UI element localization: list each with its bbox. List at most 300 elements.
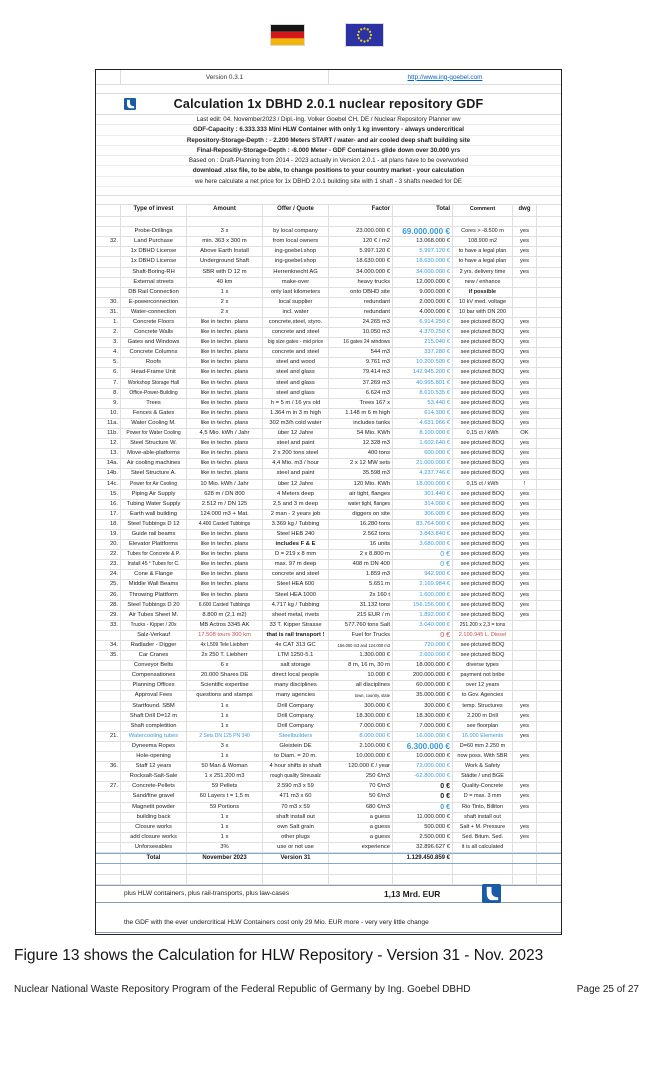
cell-n: 11a.	[96, 419, 121, 428]
cell-n: 7.	[96, 379, 121, 388]
cell-x	[537, 661, 561, 670]
sheet-subtitle-line: Based on : Draft-Planning from 2014 - 2023 actually in Version 2.0.1 - all plans have to be overworked	[96, 156, 561, 166]
cell-t: Startfound. SBM	[121, 702, 187, 711]
cell-tl: 12.000.000 €	[393, 278, 453, 287]
cell-tl	[393, 217, 453, 226]
table-row	[96, 833, 561, 843]
cell-tl: 4.631.966 €	[393, 419, 453, 428]
cell-tl: 13.068.000 €	[393, 237, 453, 246]
cell-tl: 614.300 €	[393, 409, 453, 418]
cell-d: yes	[513, 712, 537, 721]
table-row	[96, 631, 561, 641]
cell-c: see pictured BOQ	[453, 318, 513, 327]
cell-x	[537, 237, 561, 246]
cell-t: DB Rail Connection	[121, 288, 187, 297]
cell-t: Elevator Plattforms	[121, 540, 187, 549]
cell-tl: 11.000.000 €	[393, 813, 453, 822]
page-footer	[14, 984, 639, 995]
cell-c: new / enhance	[453, 278, 513, 287]
cell-c: Salt + M. Pressure	[453, 823, 513, 832]
cell-x	[537, 520, 561, 529]
cell-tl: 500.000 €	[393, 823, 453, 832]
cell-d: yes	[513, 459, 537, 468]
cell-c: D=60 mm 2.250 m	[453, 742, 513, 751]
cell-f: 10.000 €	[329, 671, 393, 680]
cell-a: min. 363 x 300 m	[187, 237, 263, 246]
cell-o: steel and paint	[263, 469, 329, 478]
cell-x	[537, 318, 561, 327]
table-row	[96, 853, 561, 865]
table-row	[96, 429, 561, 439]
cell-f: 408 m DN 400	[329, 560, 393, 569]
cell-o: 1.364 m in 3 m high	[263, 409, 329, 418]
cell-n: 14c.	[96, 480, 121, 489]
cell-x	[537, 419, 561, 428]
cell-d: yes	[513, 318, 537, 327]
cell-o: Herrenknecht AG	[263, 268, 329, 277]
table-row	[96, 792, 561, 802]
cell-n	[96, 833, 121, 842]
table-row	[96, 338, 561, 348]
cell-n: 12.	[96, 439, 121, 448]
cell-f	[329, 854, 393, 864]
cell-o: ing-goebel.shop	[263, 247, 329, 256]
cell-n: 34.	[96, 641, 121, 650]
cell-tl: 83.764.000 €	[393, 520, 453, 529]
cell-d	[513, 631, 537, 640]
cell-tl: 18.630.000 €	[393, 257, 453, 266]
table-row	[96, 712, 561, 722]
dbhd-logo-icon	[124, 98, 136, 110]
cell-t: Sand/fine gravel	[121, 792, 187, 801]
cell-tl: 942.900 €	[393, 570, 453, 579]
cell-c: Sed. Bitum. Sed.	[453, 833, 513, 842]
cell-tl: 40.995.801 €	[393, 379, 453, 388]
cell-o: h = 5 m / 16 yrs old	[263, 399, 329, 408]
cell-f	[329, 875, 393, 884]
cell-c: see pictured BOQ	[453, 439, 513, 448]
cell-d: yes	[513, 611, 537, 620]
cell-c: it is all calculated	[453, 843, 513, 852]
figure-frame	[95, 69, 562, 935]
cell-d	[513, 772, 537, 781]
cell-o: steel and wood	[263, 358, 329, 367]
cell-d: yes	[513, 409, 537, 418]
table-row	[96, 439, 561, 449]
cell-tl: 18.000.000 €	[393, 480, 453, 489]
cell-c: payment not bribe	[453, 671, 513, 680]
cell-tl: 0 €	[393, 560, 453, 569]
corner-cell	[96, 70, 121, 84]
cell-o: make-over	[263, 278, 329, 287]
cell-x	[537, 328, 561, 337]
table-row	[96, 762, 561, 772]
cell-o: that is rail transport !	[263, 631, 329, 640]
cell-a: Scientific expertise	[187, 681, 263, 690]
table-row	[96, 601, 561, 611]
cell-o: ing-goebel.shop	[263, 257, 329, 266]
cell-x	[537, 540, 561, 549]
cell-d: yes	[513, 540, 537, 549]
cell-d: yes	[513, 257, 537, 266]
cell-t: Steel Tubbings D 12	[121, 520, 187, 529]
summary-note-2: the GDF with the ever undercritical HLW Containers cost only 29 Mio. EUR more - very very little change	[96, 912, 561, 933]
cell-tl: 2.169.984 €	[393, 580, 453, 589]
cell-o: concrete,steel, styro.	[263, 318, 329, 327]
cell-tl: 5.997.120 €	[393, 247, 453, 256]
cell-tl: 1.602.640 €	[393, 439, 453, 448]
cell-tl: 53.440 €	[393, 399, 453, 408]
cell-a: 1 x	[187, 823, 263, 832]
cell-f: 1.148 m 6 m high	[329, 409, 393, 418]
cell-d	[513, 813, 537, 822]
cell-f: 2 x 8.800 m	[329, 550, 393, 559]
cell-a: 4x L509 Tele Liebherr	[187, 641, 263, 650]
table-row	[96, 702, 561, 712]
cell-f: a guess	[329, 813, 393, 822]
cell-d: yes	[513, 833, 537, 842]
cell-tl: 3.843.840 €	[393, 530, 453, 539]
cell-x	[537, 621, 561, 630]
cell-t: Workshop Storage Hall	[121, 379, 187, 388]
cell-a: 628 m / DN 800	[187, 490, 263, 499]
cell-c: Work & Safety	[453, 762, 513, 771]
table-row	[96, 389, 561, 399]
cell-a: 3%	[187, 843, 263, 852]
cell-f: 2 x 12 MW sets	[329, 459, 393, 468]
cell-d: yes	[513, 500, 537, 509]
cell-o: 4 Meters deep	[263, 490, 329, 499]
cell-x	[537, 368, 561, 377]
eu-flag-icon	[346, 24, 383, 46]
cell-o: by local company	[263, 227, 329, 236]
cell-n	[96, 227, 121, 236]
cell-d: yes	[513, 792, 537, 801]
cell-t: Hole-opening	[121, 752, 187, 761]
table-row	[96, 399, 561, 409]
cell-t: building back	[121, 813, 187, 822]
cell-d: !	[513, 480, 537, 489]
cell-f: 1.300.000 €	[329, 651, 393, 660]
cell-tl: 337.280 €	[393, 348, 453, 357]
cell-o: incl. water	[263, 308, 329, 317]
cell-n	[96, 792, 121, 801]
cell-x	[537, 439, 561, 448]
cell-o: from local owners	[263, 237, 329, 246]
cell-n	[96, 681, 121, 690]
cell-o: Steel HEA 600	[263, 580, 329, 589]
sheet-title: Calculation 1x DBHD 2.0.1 nuclear repository GDF	[173, 97, 484, 111]
cell-tl: 200.000.000 €	[393, 671, 453, 680]
cell-tl: 1.892.000 €	[393, 611, 453, 620]
cell-c	[453, 217, 513, 226]
cell-d	[513, 681, 537, 690]
cell-f: 12.328 m3	[329, 439, 393, 448]
cell-f: heavy trucks	[329, 278, 393, 287]
cell-o: concrete and steel	[263, 328, 329, 337]
cell-tl: 69.000.000 €	[393, 227, 453, 236]
cell-n	[96, 671, 121, 680]
cell-f: water tight, flanges	[329, 500, 393, 509]
cell-x	[537, 469, 561, 478]
table-row	[96, 681, 561, 691]
cell-f: diggers on site	[329, 510, 393, 519]
cell-n	[96, 205, 121, 216]
cell-o: concrete and steel	[263, 348, 329, 357]
cell-t: Staff 12 years	[121, 762, 187, 771]
table-row	[96, 480, 561, 490]
cell-t: Total	[121, 854, 187, 864]
table-row	[96, 611, 561, 621]
cell-f: 120 € / m2	[329, 237, 393, 246]
cell-f: redundant	[329, 308, 393, 317]
cell-tl: 72.000.000 €	[393, 762, 453, 771]
cell-t: add closure works	[121, 833, 187, 842]
flag-row	[0, 24, 654, 46]
cell-o: 2,5 and 3 m deep	[263, 500, 329, 509]
cell-o: sheet metal, rivets	[263, 611, 329, 620]
table-row	[96, 570, 561, 580]
cell-x	[537, 500, 561, 509]
cell-x	[537, 875, 561, 884]
cell-a: Amount	[187, 205, 263, 216]
cell-c: see pictured BOQ	[453, 409, 513, 418]
cell-f: 120.000 € / year	[329, 762, 393, 771]
cell-n: 28.	[96, 601, 121, 610]
cell-c: 2.200 m Drill	[453, 712, 513, 721]
cell-f: 10.000.000 €	[329, 752, 393, 761]
table-row	[96, 580, 561, 590]
cell-o: steel and glass	[263, 379, 329, 388]
table-row	[96, 247, 561, 257]
cell-c: 108.900 m2	[453, 237, 513, 246]
cell-x	[537, 681, 561, 690]
table-row	[96, 237, 561, 247]
cell-t: Office-Power-Building	[121, 389, 187, 398]
cell-c: see pictured BOQ	[453, 591, 513, 600]
cell-a	[187, 864, 263, 873]
cell-t: Dyneema Ropes	[121, 742, 187, 751]
table-row	[96, 530, 561, 540]
cell-tl: 10.000.000 €	[393, 752, 453, 761]
cell-f: a guess	[329, 823, 393, 832]
cell-x	[537, 823, 561, 832]
cell-c: see pictured BOQ	[453, 540, 513, 549]
cell-n: 29.	[96, 611, 121, 620]
cell-n: 36.	[96, 762, 121, 771]
cell-n: 18.	[96, 520, 121, 529]
cell-t: Shaft-Boring-RH	[121, 268, 187, 277]
table-header-row	[96, 205, 561, 217]
cell-x	[537, 490, 561, 499]
cell-a: like in techn. plans	[187, 570, 263, 579]
cell-c: see pictured BOQ	[453, 580, 513, 589]
cell-f: Fuel for Trucks	[329, 631, 393, 640]
cell-t: 1x DBHD License	[121, 247, 187, 256]
cell-t: Steel Structure W.	[121, 439, 187, 448]
cell-t: Earth wall building	[121, 510, 187, 519]
cell-d	[513, 217, 537, 226]
cell-x	[537, 510, 561, 519]
cell-n	[96, 278, 121, 287]
cell-t: Piping Air Supply	[121, 490, 187, 499]
table-row	[96, 843, 561, 853]
cell-tl: 18.300.000 €	[393, 712, 453, 721]
cell-d	[513, 671, 537, 680]
cell-d: yes	[513, 419, 537, 428]
cell-f: air tight, flanges	[329, 490, 393, 499]
cell-o: includes F & E	[263, 540, 329, 549]
cell-tl: 720.000 €	[393, 641, 453, 650]
cell-d: yes	[513, 510, 537, 519]
cell-n: 32.	[96, 237, 121, 246]
cell-c: to Gov. Agencies	[453, 691, 513, 700]
cell-tl: -62.800.000 €	[393, 772, 453, 781]
cell-t: E-powerconnection	[121, 298, 187, 307]
cell-x	[537, 449, 561, 458]
cell-f: 5.651 m	[329, 580, 393, 589]
cell-tl: 301.440 €	[393, 490, 453, 499]
cell-a: 60 Layers t = 1,5 m	[187, 792, 263, 801]
table-row	[96, 813, 561, 823]
cell-c: 251.200 x 2,3 = tons	[453, 621, 513, 630]
cell-o: 4 hour shifts in shaft	[263, 762, 329, 771]
cell-c: Städte / und BGE	[453, 772, 513, 781]
cell-t: Concrete Walls	[121, 328, 187, 337]
cell-c: temp. Structures	[453, 702, 513, 711]
cell-x	[537, 389, 561, 398]
cell-d: yes	[513, 490, 537, 499]
cell-x	[537, 257, 561, 266]
cell-f: 16.280 tons	[329, 520, 393, 529]
cell-o: steel and paint	[263, 439, 329, 448]
cell-d: OK	[513, 429, 537, 438]
cell-t: Shaft completition	[121, 722, 187, 731]
cell-c: if possible	[453, 288, 513, 297]
version-row	[96, 70, 561, 85]
table-row	[96, 732, 561, 742]
cell-t: Cone & Flange	[121, 570, 187, 579]
cell-n	[96, 631, 121, 640]
cell-tl: 0 €	[393, 803, 453, 812]
cell-c: 0,15 ct / kWh	[453, 429, 513, 438]
table-row	[96, 318, 561, 328]
cell-x	[537, 742, 561, 751]
cell-d: yes	[513, 550, 537, 559]
cell-d: yes	[513, 247, 537, 256]
cell-x	[537, 722, 561, 731]
cell-n: 30.	[96, 298, 121, 307]
cell-f: 120 Mio. KWh	[329, 480, 393, 489]
cell-c: 16.000 Elements	[453, 732, 513, 741]
cell-x	[537, 560, 561, 569]
cell-x	[537, 732, 561, 741]
cell-f: 8.000.000 €	[329, 732, 393, 741]
cell-x	[537, 611, 561, 620]
cell-x	[537, 227, 561, 236]
cell-d: yes	[513, 782, 537, 791]
cell-x	[537, 854, 561, 864]
cell-x	[537, 712, 561, 721]
table-row	[96, 510, 561, 520]
cell-c: see pictured BOQ	[453, 601, 513, 610]
cell-d	[513, 278, 537, 287]
cell-f: 35.598 m3	[329, 469, 393, 478]
table-row	[96, 803, 561, 813]
cell-tl: 4.000.000 €	[393, 308, 453, 317]
cell-n: 21.	[96, 732, 121, 741]
cell-t: Middle Wall Beams	[121, 580, 187, 589]
cell-a: Underground Shaft	[187, 257, 263, 266]
cell-f: 215 EUR / m	[329, 611, 393, 620]
cell-a: like in techn. plans	[187, 550, 263, 559]
cell-x	[537, 691, 561, 700]
cell-a: 20.000 Shares DE	[187, 671, 263, 680]
website-link[interactable]: http://www.ing-goebel.com	[407, 73, 483, 81]
cell-a: 3 x	[187, 227, 263, 236]
cell-tl: 306.000 €	[393, 510, 453, 519]
table-row	[96, 691, 561, 701]
sheet-subtitle-line: Final-Repositiy-Storage-Depth : -8.000 Meter - GDF Containers glide down over 30.000 yrs	[96, 146, 561, 156]
cell-o: 471 m3 x 60	[263, 792, 329, 801]
cell-f: 544 m3	[329, 348, 393, 357]
cell-a: 1 x	[187, 712, 263, 721]
cell-o: Drill Company	[263, 702, 329, 711]
cell-tl: 10.200.500 €	[393, 358, 453, 367]
cell-x	[537, 833, 561, 842]
cell-o: 4x CAT 313 GC	[263, 641, 329, 650]
cell-tl: 18.000.000 €	[393, 661, 453, 670]
cell-c: see pictured BOQ	[453, 389, 513, 398]
cell-a: 1 x	[187, 288, 263, 297]
cell-tl: 142.945.200 €	[393, 368, 453, 377]
cell-x	[537, 762, 561, 771]
cell-x	[537, 570, 561, 579]
cell-d: yes	[513, 449, 537, 458]
table-row	[96, 540, 561, 550]
cell-a: like in techn. plans	[187, 449, 263, 458]
cell-x	[537, 399, 561, 408]
summary-note-1: plus HLW containers, plus rail-transports, plus law-cases	[124, 890, 290, 898]
cell-t: Rocksalt-Salt-Sale	[121, 772, 187, 781]
cell-d	[513, 661, 537, 670]
cell-o: Steelbuilders	[263, 732, 329, 741]
table-row	[96, 560, 561, 570]
cell-a: 6 x	[187, 661, 263, 670]
cell-tl: 2.000.000 €	[393, 298, 453, 307]
cell-n: 16.	[96, 500, 121, 509]
cell-tl: 35.000.000 €	[393, 691, 453, 700]
cell-tl: 8.610.535 €	[393, 389, 453, 398]
cell-c: Rio Tinto, Billiton	[453, 803, 513, 812]
cell-o: salt storage	[263, 661, 329, 670]
cell-t	[121, 217, 187, 226]
cell-d	[513, 864, 537, 873]
cell-d	[513, 843, 537, 852]
cell-tl: 21.000.000 €	[393, 459, 453, 468]
cell-o: über 12 Jahre	[263, 480, 329, 489]
cell-t: Car Cranes	[121, 651, 187, 660]
blank-row	[96, 196, 561, 205]
cell-a: 4.400 Casted Tubbings	[187, 520, 263, 529]
cell-a: like in techn. plans	[187, 318, 263, 327]
cell-a: 2x 250 T. Liebherr	[187, 651, 263, 660]
cell-x	[537, 580, 561, 589]
table-row	[96, 368, 561, 378]
cell-t: Unforseeables	[121, 843, 187, 852]
cell-a: 10 Mio. kWh / Jahr	[187, 480, 263, 489]
cell-t: Closure works	[121, 823, 187, 832]
